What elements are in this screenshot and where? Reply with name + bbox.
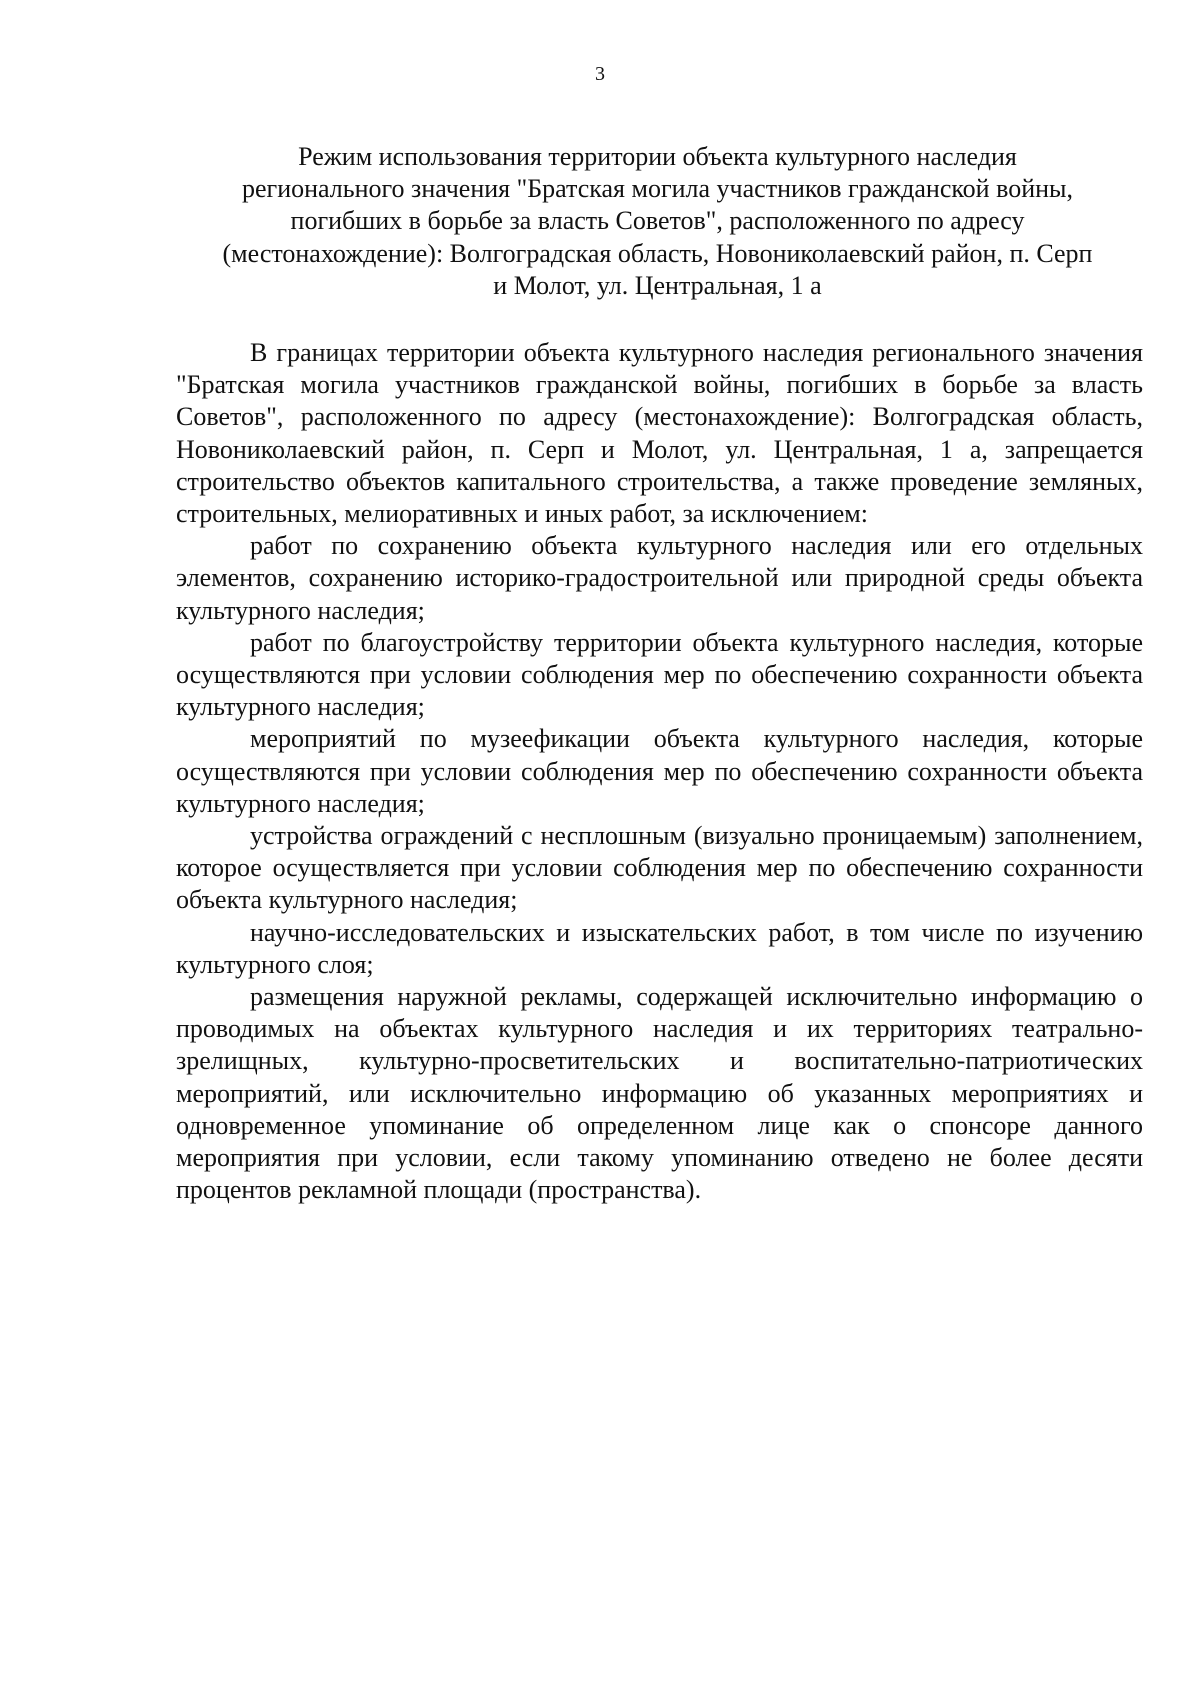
exception-item: мероприятий по музеефикации объекта культурного наследия, которые осуществляются при условии соблюдения мер по обеспечению сохранности объекта культурного наследия; bbox=[176, 724, 1143, 818]
exception-item: размещения наружной рекламы, содержащей исключительно информацию о проводимых на объектах культурного наследия и их территориях театрально-зрелищных, культурно-просветительских и воспитательно-патриотических мероприятий, или исключительно информацию об указанных мероприятиях и одновременное упоминание об определенном лице как о спонсоре данного мероприятия при условии, если такому упоминанию отведено не более десяти процентов рекламной площади (пространства). bbox=[176, 982, 1143, 1205]
title-line: регионального значения "Братская могила участников гражданской войны, bbox=[241, 174, 1073, 204]
page-number: 3 bbox=[595, 63, 605, 85]
title-line: и Молот, ул. Центральная, 1 а bbox=[493, 270, 822, 300]
title-line: погибших в борьбе за власть Советов", расположенного по адресу bbox=[290, 206, 1025, 236]
exception-item: работ по благоустройству территории объекта культурного наследия, которые осуществляются при условии соблюдения мер по обеспечению сохранности объекта культурного наследия; bbox=[176, 627, 1143, 722]
title-line: Режим использования территории объекта культурного наследия bbox=[298, 142, 1017, 171]
intro-paragraph: В границах территории объекта культурного наследия регионального значения "Братская могила участников гражданской войны, погибших в борьбе за власть Советов", расположенного по адресу (местонахождение): Волгоградская область, Новониколаевский район, п. Серп и Молот, ул. Центральная, 1 а, запрещается строительство объектов капитального строительства, а также проведение земляных, строительных, мелиоративных и иных работ, за исключением: bbox=[176, 338, 1143, 529]
exception-item: устройства ограждений с несплошным (визуально проницаемым) заполнением, которое осуществляется при условии соблюдения мер по обеспечению сохранности объекта культурного наследия; bbox=[176, 821, 1143, 915]
title-line: (местонахождение): Волгоградская область, Новониколаевский район, п. Серп bbox=[222, 238, 1093, 268]
page-title bbox=[170, 141, 1145, 302]
document-body bbox=[176, 337, 1143, 1206]
exception-item: работ по сохранению объекта культурного наследия или его отдельных элементов, сохранению историко-градостроительной или природной среды объекта культурного наследия; bbox=[176, 531, 1143, 625]
exception-item: научно-исследовательских и изыскательских работ, в том числе по изучению культурного слоя; bbox=[176, 917, 1143, 979]
